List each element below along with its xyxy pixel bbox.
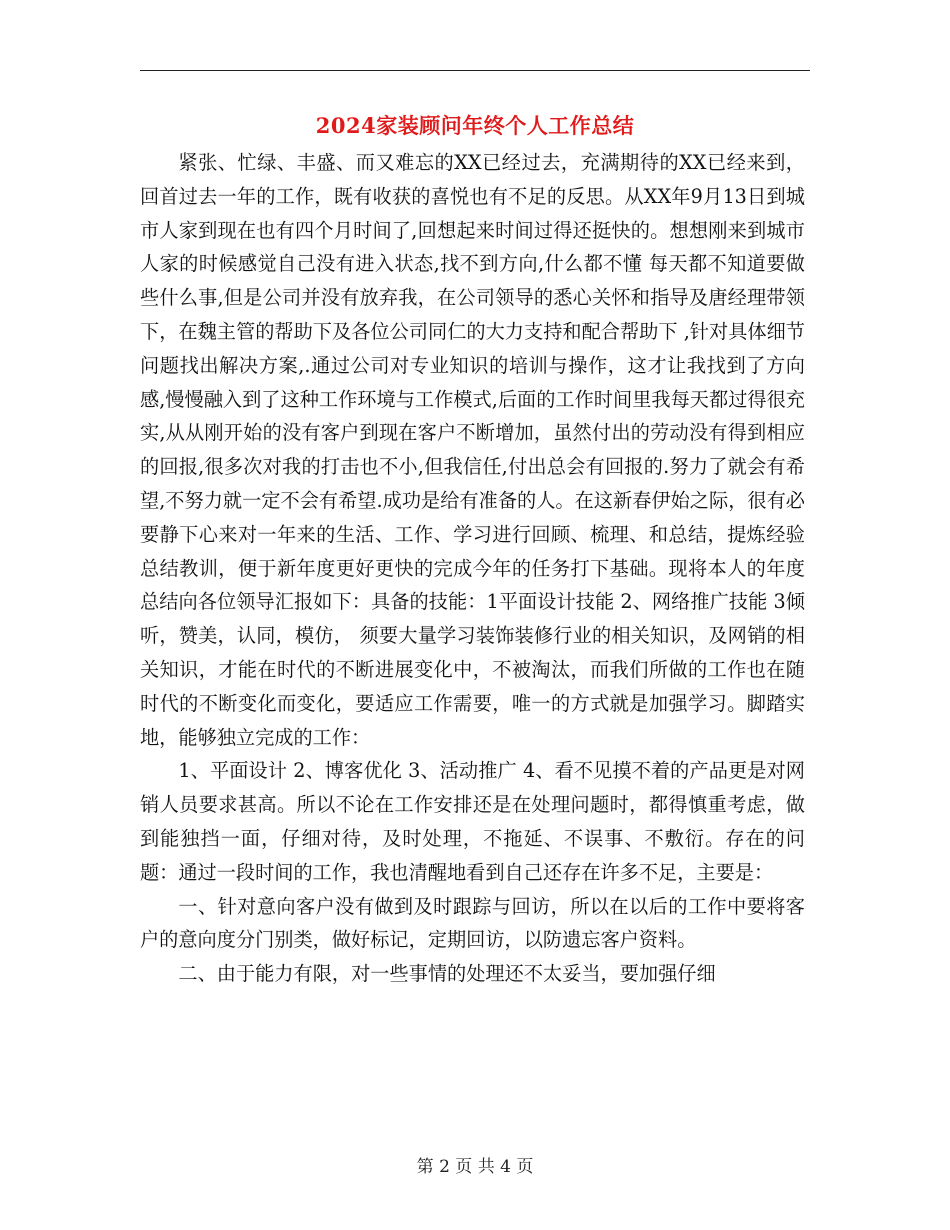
paragraph-skills: 1、平面设计 2、博客优化 3、活动推广 4、看不见摸不着的产品更是对网销人员要求甚高。所以不论在工作安排还是在处理问题时，都得慎重考虑，做到能独挡一面，仔细对待，及时处理，不拖延、不误事、不敷衍。存在的问题：通过一段时间的工作，我也清醒地看到自己还存在许多不足，主要是： <box>140 759 805 884</box>
document-body <box>140 146 805 991</box>
header-rule <box>140 70 810 71</box>
paragraph-issue-one: 一、针对意向客户没有做到及时跟踪与回访，所以在以后的工作中要将客户的意向度分门别类，做好标记，定期回访，以防遗忘客户资料。 <box>140 894 805 952</box>
page-number: 第 2 页 共 4 页 <box>416 1157 534 1177</box>
paragraph-intro: 紧张、忙绿、丰盛、而又难忘的XX已经过去，充满期待的XX已经来到，回首过去一年的工作，既有收获的喜悦也有不足的反思。从XX年9月13日到城市人家到现在也有四个月时间了,回想起来时间过得还挺快的。想想刚来到城市人家的时候感觉自己没有进入状态,找不到方向,什么都不懂 每天都不知道要做些什么事,但是公司并没有放弃我，在公司领导的悉心关怀和指导及唐经理带领下，在魏主管的帮助下及各位公司同仁的大力支持和配合帮助下 ,针对具体细节问题找出解决方案,.通过公司对专业知识的培训与操作，这才让我找到了方向感,慢慢融入到了这种工作环境与工作模式,后面的工作时间里我每天都过得很充实,从从刚开始的没有客户到现在客户不断增加，虽然付出的劳动没有得到相应的回报,很多次对我的打击也不小,但我信任,付出总会有回报的.努力了就会有希望,不努力就一定不会有希望.成功是给有准备的人。在这新春伊始之际，很有必要静下心来对一年来的生活、工作、学习进行回顾、梳理、和总结，提炼经验总结教训，便于新年度更好更快的完成今年的任务打下基础。现将本人的年度总结向各位领导汇报如下：具备的技能：1平面设计技能 2、网络推广技能 3倾听，赞美，认同，模仿， 须要大量学习装饰装修行业的相关知识，及网销的相关知识，才能在时代的不断进展变化中，不被淘汰，而我们所做的工作也在随时代的不断变化而变化，要适应工作需要，唯一的方式就是加强学习。脚踏实地，能够独立完成的工作： <box>140 151 805 749</box>
document-title: 2024家装顾问年终个人工作总结 <box>315 113 635 138</box>
paragraph-issue-two: 二、由于能力有限，对一些事情的处理还不太妥当，要加强仔细 <box>178 962 716 986</box>
